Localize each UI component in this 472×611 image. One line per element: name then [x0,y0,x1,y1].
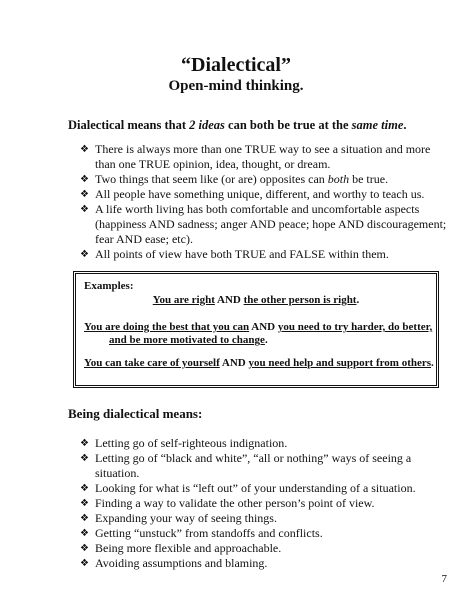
diamond-bullet-icon: ❖ [80,438,89,449]
intro-sentence [68,117,407,133]
example-2-part-2b: and be more motivated to change [109,334,265,346]
page-title: “Dialectical” [181,54,291,76]
intro-text-start: Dialectical means that [68,118,190,132]
dialectical-truths-list [80,142,452,262]
example-2-part-1: You are doing the best that you can [84,321,250,333]
diamond-bullet-icon: ❖ [80,483,89,494]
example-1-end: . [356,294,360,306]
list-item-emphasis: both [327,172,350,186]
list-item [80,202,452,247]
example-3-end: . [431,357,434,369]
list-item-text: All points of view have both TRUE and FALSE within them. [95,247,389,261]
list-item [80,436,452,451]
list-item-text: All people have something unique, different, and worthy to teach us. [95,187,425,201]
example-3-and: AND [219,357,249,369]
list-item [80,541,452,556]
diamond-bullet-icon: ❖ [80,558,89,569]
example-2-part-2a: you need to try harder, do better, [277,321,433,333]
diamond-bullet-icon: ❖ [80,543,89,554]
list-item-text: Expanding your way of seeing things. [95,511,277,525]
list-item [80,142,452,172]
diamond-bullet-icon: ❖ [80,204,89,215]
list-item-text: There is always more than one TRUE way to see a situation and more than one TRUE opinion, idea, thought, or dream. [95,142,431,171]
example-1-and: AND [214,294,244,306]
diamond-bullet-icon: ❖ [80,453,89,464]
diamond-bullet-icon: ❖ [80,174,89,185]
list-item-text: Letting go of self-righteous indignation. [95,436,288,450]
intro-text-end: . [403,118,407,132]
example-3-part-1: You can take care of yourself [84,357,220,369]
example-2 [84,321,436,347]
list-item [80,247,452,262]
list-item [80,511,452,526]
list-item [80,172,452,187]
diamond-bullet-icon: ❖ [80,513,89,524]
page-number: 7 [441,573,447,585]
list-item-text: Getting “unstuck” from standoffs and conflicts. [95,526,323,540]
list-item-text: Finding a way to validate the other person’s point of view. [95,496,375,510]
example-3-part-2: you need help and support from others [248,357,432,369]
intro-text-middle: can both be true at the [224,118,352,132]
diamond-bullet-icon: ❖ [80,189,89,200]
list-item-text: Looking for what is “left out” of your understanding of a situation. [95,481,416,495]
example-1 [76,294,436,307]
example-3 [84,357,434,370]
list-item [80,451,452,481]
intro-emphasis-ideas: 2 ideas [189,118,225,132]
example-2-continuation [84,334,436,347]
examples-box [73,271,439,388]
diamond-bullet-icon: ❖ [80,498,89,509]
diamond-bullet-icon: ❖ [80,249,89,260]
diamond-bullet-icon: ❖ [80,144,89,155]
intro-emphasis-time: same time [351,118,404,132]
list-item-text: Letting go of “black and white”, “all or nothing” ways of seeing a situation. [95,451,412,480]
list-item [80,526,452,541]
example-2-and: AND [249,321,278,333]
list-item-text: Avoiding assumptions and blaming. [95,556,268,570]
list-item-text: Being more flexible and approachable. [95,541,282,555]
list-item-text-end: be true. [349,172,389,186]
list-item-text: A life worth living has both comfortable and uncomfortable aspects (happiness AND sadness; anger AND peace; hope AND discouragement; fear AND ease; etc). [95,202,447,246]
list-item [80,187,452,202]
list-item [80,496,452,511]
diamond-bullet-icon: ❖ [80,528,89,539]
page-subtitle: Open-mind thinking. [168,78,304,94]
example-2-end: . [264,334,268,346]
list-item-text: Two things that seem like (or are) opposites can [95,172,328,186]
list-item [80,556,452,571]
examples-label: Examples: [84,280,134,292]
section-heading: Being dialectical means: [68,406,203,421]
example-1-part-1: You are right [152,294,215,306]
list-item [80,481,452,496]
example-1-part-2: the other person is right [243,294,357,306]
being-dialectical-list [80,436,452,571]
